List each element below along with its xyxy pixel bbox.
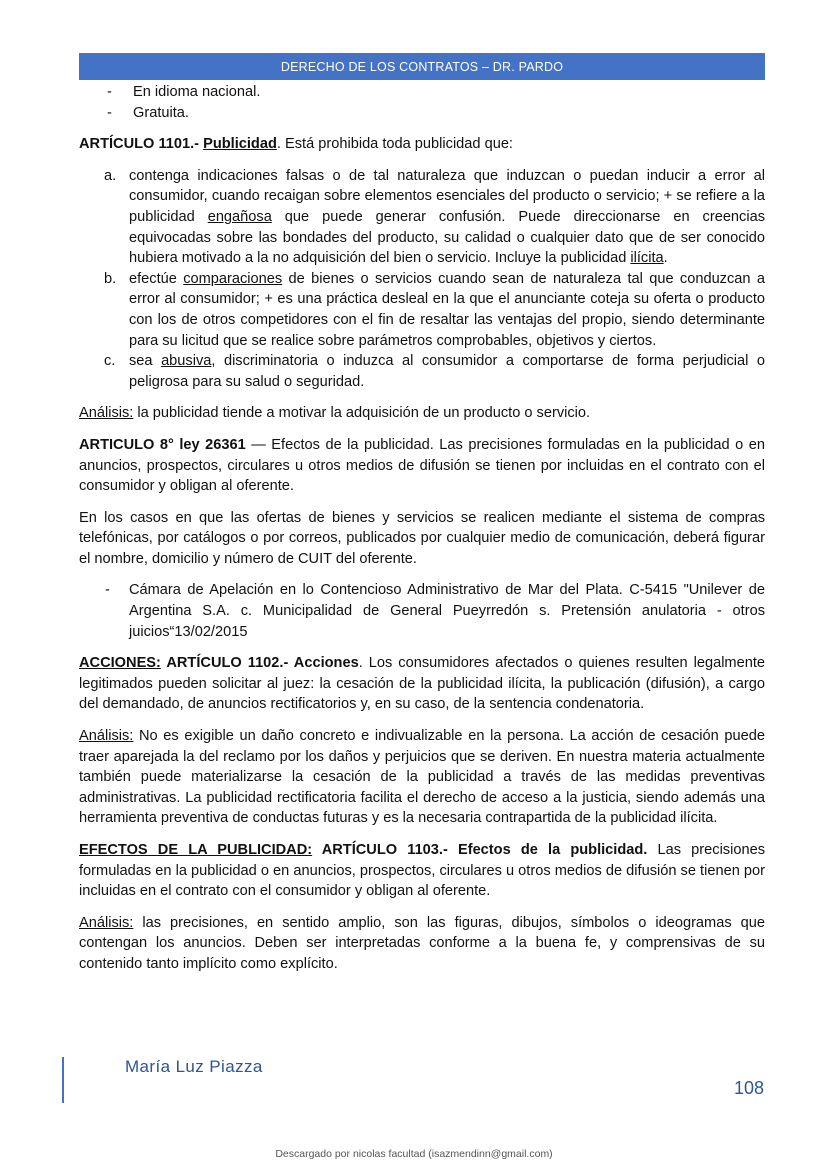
item-term: ilícita: [630, 250, 664, 267]
efectos-paragraph: [79, 840, 765, 902]
analisis-paragraph-3: [79, 913, 765, 975]
analisis-text: las precisiones, en sentido amplio, son las figuras, dibujos, símbolos o ideogramas que contengan los anuncios. Deben ser interpretadas conforme a la buena fe, y comprensivas de su contenido tanto implícito como explícito.: [79, 914, 765, 972]
item-marker: b.: [104, 270, 117, 287]
item-text: de bienes o servicios cuando sean de naturaleza tal que conduzcan a error al consumidor; + es una práctica desleal en la que el anunciante coteja su oferta o producto con los de otros competidores con el fin de resaltar las ventajas del propio, siendo determinante para su licitud que se realice sobre parámetros comprobables, objetivos y ciertos.: [129, 270, 765, 349]
list-item-c: [79, 351, 765, 392]
article-1101-heading: [79, 134, 765, 155]
footer-divider: [62, 1057, 64, 1103]
article-text: Las precisiones formuladas en la publicidad o en anuncios, prospectos, circulares u otros medios de difusión se tienen por incluidas en el contrato con el consumidor y obligan al oferente.: [79, 842, 765, 900]
ofertas-paragraph: En los casos en que las ofertas de bienes y servicios se realicen mediante el sistema de compras telefónicas, por catálogos o por correos, publicados por cualquier medio de comunicación, deberá figurar el nombre, domicilio y número de CUIT del oferente.: [79, 509, 765, 567]
analisis-label: Análisis:: [79, 405, 134, 422]
acciones-paragraph: [79, 653, 765, 715]
analisis-paragraph-1: [79, 403, 765, 424]
header-title: DERECHO DE LOS CONTRATOS – DR. PARDO: [280, 59, 564, 74]
page-number: 108: [733, 1078, 764, 1098]
item-marker: a.: [104, 167, 117, 184]
ruling-citation: - Cámara de Apelación en lo Contencioso Administrativo de Mar del Plata. C-5415 "Unilever de Argentina S.A. c. Municipalidad de General Pueyrredón s. Pretensión anulatoria - otros juicios“13/02/2015: [79, 580, 765, 642]
item-marker: c.: [104, 353, 116, 370]
item-text: efectúe: [129, 270, 184, 287]
list-item-b: [79, 269, 765, 351]
item-term: comparaciones: [183, 270, 283, 287]
item-text: contenga indicaciones falsas o de tal naturaleza que induzcan o puedan inducir a error al consumidor, cuando recaigan sobre elementos esenciales del producto o servicio; + se refiere a la publicidad: [129, 167, 765, 225]
article-text: . Los consumidores afectados o quienes resulten legalmente legitimados pueden solicitar al juez: la cesación de la publicidad ilícita, la publicación (difusión), a cargo del demandado, de anuncios rectificatorios y, en su caso, de la sentencia condenatoria.: [79, 655, 765, 713]
article-number: ARTÍCULO 1102.- Acciones: [160, 655, 359, 672]
section-label: ACCIONES:: [79, 655, 161, 672]
item-text: .: [663, 250, 668, 267]
article-number: ARTICULO 8° ley 26361: [79, 436, 246, 453]
list-item: - Gratuita.: [79, 103, 765, 124]
section-label: EFECTOS DE LA PUBLICIDAD:: [79, 842, 313, 858]
article-text: — Efectos de la publicidad. Las precisiones formuladas en la publicidad o en anuncios, prospectos, circulares u otros medios de difusión se tienen por incluidas en el contrato con el consumidor y obligan al oferente.: [79, 436, 765, 495]
list-item: - En idioma nacional.: [79, 82, 765, 103]
ruling-list: [79, 580, 765, 642]
analisis-text: No es exigible un daño concreto e indivualizable en la persona. La acción de cesación puede traer aparejada la del reclamo por los daños y perjuicios que se deriven. En nuestra materia actualmente también puede materializarse la cesación de la publicidad a través de las medidas preventivas administrativas. La publicidad rectificatoria facilita el derecho de acceso a la justicia, siendo además una herramienta preventiva de conductas futuras y es la necesaria contrapartida de la publicidad ilícita.: [79, 728, 765, 827]
article-title: Publicidad: [203, 136, 277, 153]
item-term: abusiva: [161, 353, 212, 370]
download-note: Descargado por nicolas facultad (isazmendinn@gmail.com): [275, 1148, 553, 1160]
analisis-text: la publicidad tiende a motivar la adquisición de un producto o servicio.: [133, 405, 591, 422]
top-list: [79, 82, 765, 123]
article-intro: . Está prohibida toda publicidad que:: [276, 136, 513, 153]
item-text: , discriminatoria o induzca al consumidor a comportarse de forma perjudicial o peligrosa para su salud o seguridad.: [129, 353, 765, 390]
list-item-a: [79, 166, 765, 269]
item-text: que puede generar confusión. Puede direccionarse en creencias equivocadas sobre las bondades del producto, su calidad o cualquier dato que de ser conocido hubiera motivado a la no adquisición del bien o servicio. Incluye la publicidad: [129, 208, 765, 267]
analisis-paragraph-2: [79, 726, 765, 829]
article-8-paragraph: [79, 435, 765, 497]
article-number: ARTÍCULO 1103.- Efectos de la publicidad.: [312, 842, 648, 858]
article-number: ARTÍCULO 1101.-: [79, 136, 200, 153]
analisis-label: Análisis:: [79, 914, 134, 931]
item-text: sea: [129, 353, 162, 370]
footer-author: María Luz Piazza: [125, 1057, 263, 1076]
item-term: engañosa: [207, 208, 272, 225]
document-body: [79, 82, 765, 986]
page-header: [79, 53, 765, 80]
analisis-label: Análisis:: [79, 728, 134, 745]
article-1101-items: [79, 166, 765, 393]
